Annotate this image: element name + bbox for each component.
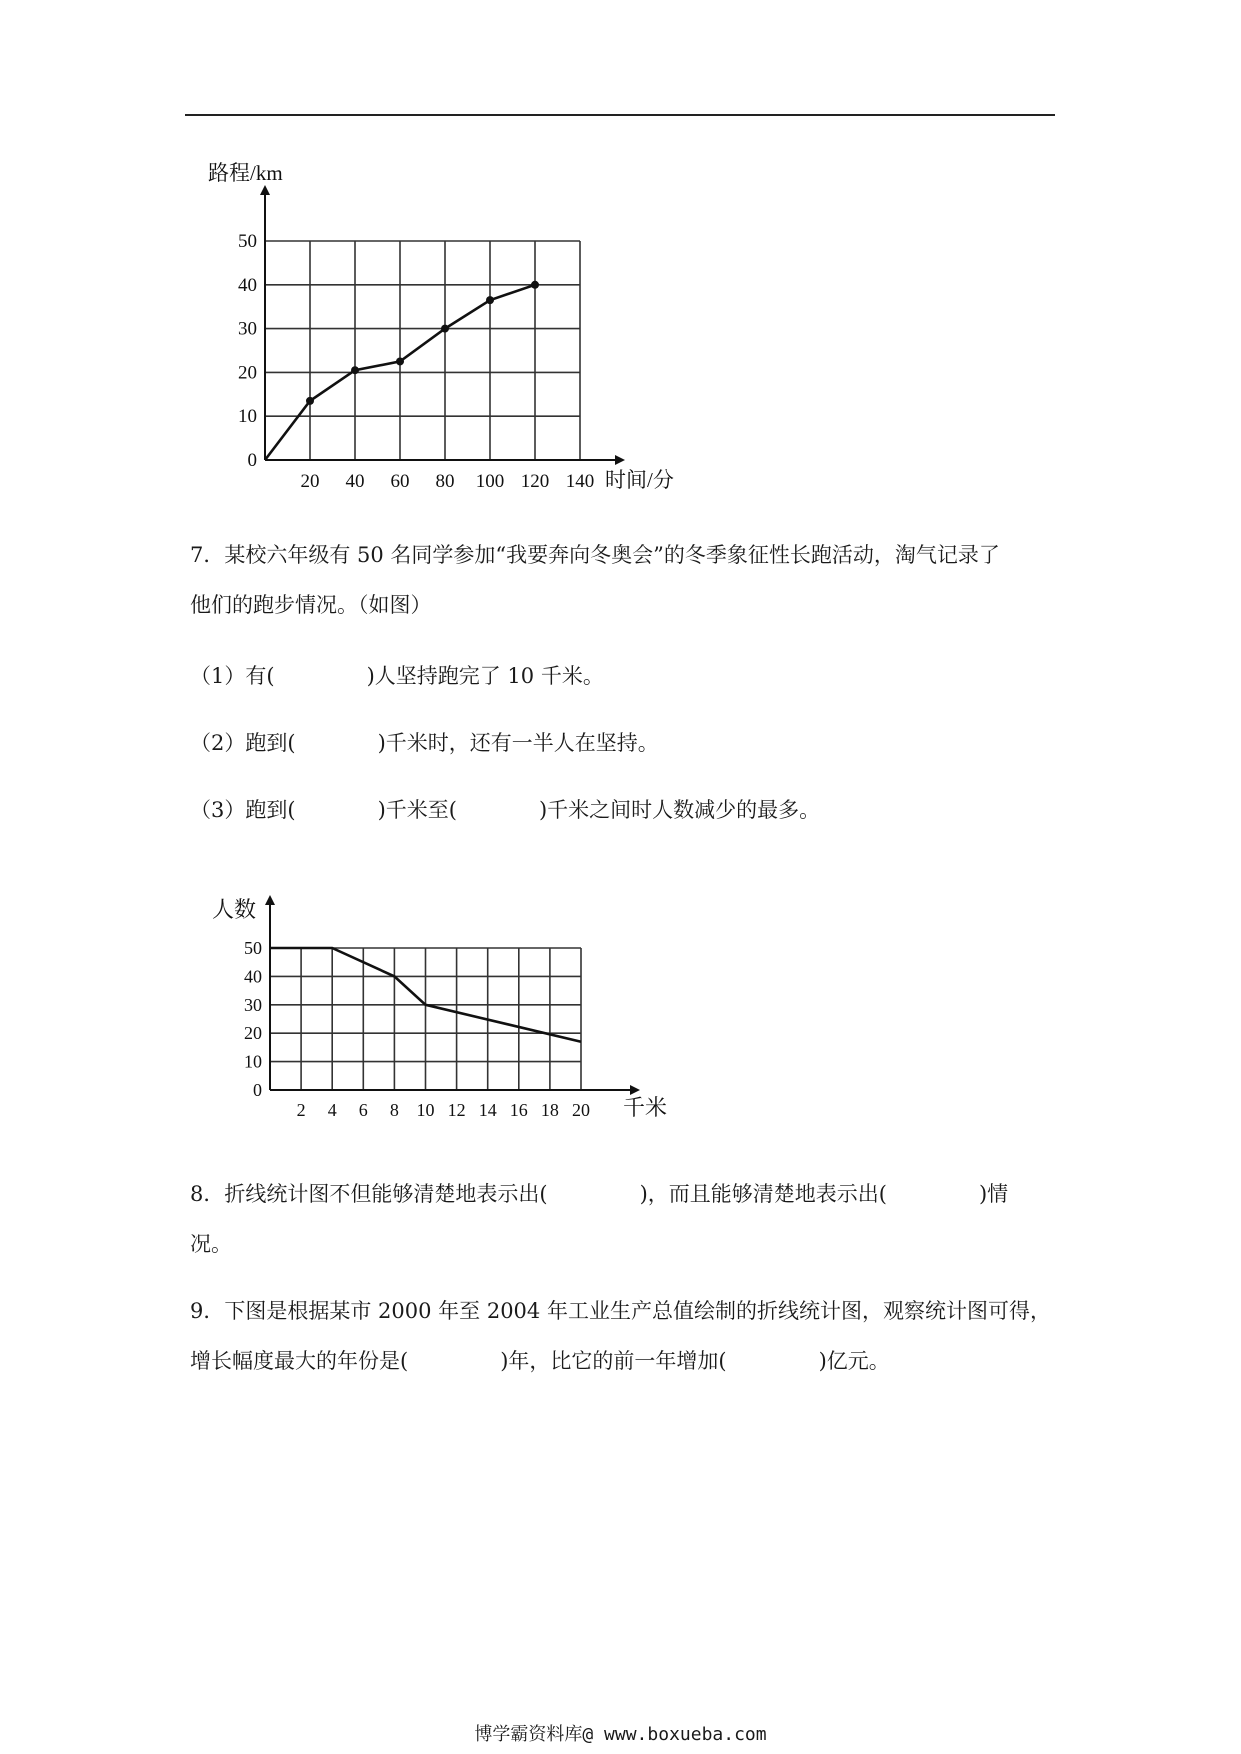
data-point bbox=[531, 281, 539, 289]
y-axis-label: 人数 bbox=[212, 897, 257, 922]
x-axis-arrow bbox=[615, 455, 625, 465]
y-tick-label: 30 bbox=[238, 318, 257, 340]
y-axis-arrow bbox=[265, 895, 275, 905]
q8-line2: 况。 bbox=[190, 1232, 232, 1256]
x-axis-arrow bbox=[630, 1085, 640, 1095]
data-point bbox=[486, 296, 494, 304]
x-tick-label: 20 bbox=[572, 1100, 590, 1120]
q7-sub2 bbox=[190, 727, 659, 757]
x-tick-label: 100 bbox=[475, 471, 505, 492]
people-distance-chart-svg bbox=[0, 875, 720, 1135]
q7-sub2-a: （2）跑到( bbox=[190, 731, 296, 755]
q7-sub3-b: )千米至( bbox=[377, 798, 457, 822]
q8-c: )情 bbox=[978, 1182, 1009, 1206]
x-tick-label: 12 bbox=[447, 1100, 466, 1120]
q9-line1: 9．下图是根据某市 2000 年至 2004 年工业生产总值绘制的折线统计图，观察统计图可得， bbox=[190, 1299, 1051, 1323]
y-tick-label: 40 bbox=[244, 966, 262, 987]
x-tick-label: 18 bbox=[540, 1100, 559, 1120]
x-tick-label: 16 bbox=[509, 1100, 528, 1120]
y-tick-label: 0 bbox=[247, 450, 257, 471]
data-point bbox=[351, 366, 359, 374]
x-tick-label: 40 bbox=[345, 471, 365, 492]
y-tick-label: 10 bbox=[238, 406, 257, 428]
q7-sub3 bbox=[190, 794, 820, 824]
x-tick-label: 8 bbox=[389, 1100, 399, 1120]
x-tick-label: 2 bbox=[296, 1100, 306, 1120]
q9-b: )年，比它的前一年增加( bbox=[500, 1349, 727, 1373]
q9-a: 增长幅度最大的年份是( bbox=[190, 1349, 409, 1373]
data-point bbox=[441, 325, 449, 333]
x-tick-label: 120 bbox=[520, 471, 550, 492]
x-tick-label: 140 bbox=[565, 471, 595, 492]
distance-time-chart-svg bbox=[0, 150, 720, 500]
distance-time-chart bbox=[0, 150, 720, 500]
people-distance-chart bbox=[0, 875, 720, 1135]
y-tick-label: 20 bbox=[238, 362, 257, 384]
data-point bbox=[306, 397, 314, 405]
x-tick-label: 14 bbox=[478, 1100, 497, 1120]
y-tick-label: 40 bbox=[238, 274, 257, 296]
footer-watermark: 博学霸资料库@ www.boxueba.com bbox=[474, 1724, 767, 1745]
x-axis-label: 千米 bbox=[623, 1095, 668, 1120]
data-point bbox=[396, 357, 404, 365]
y-axis-label: 路程/km bbox=[208, 161, 283, 185]
q8-b: )，而且能够清楚地表示出( bbox=[639, 1182, 887, 1206]
y-tick-label: 10 bbox=[244, 1051, 262, 1072]
q7-sub3-a: （3）跑到( bbox=[190, 798, 296, 822]
q9-c: )亿元。 bbox=[818, 1349, 890, 1373]
x-tick-label: 10 bbox=[416, 1100, 435, 1120]
q7-sub3-c: )千米之间时人数减少的最多。 bbox=[538, 798, 821, 822]
x-axis-label: 时间/分 bbox=[605, 468, 674, 492]
y-axis-arrow bbox=[260, 185, 270, 195]
q9-line2 bbox=[190, 1345, 890, 1375]
q7-sub1 bbox=[190, 660, 604, 690]
x-tick-label: 60 bbox=[390, 471, 410, 492]
y-tick-label: 50 bbox=[244, 938, 262, 958]
y-tick-label: 30 bbox=[244, 994, 262, 1015]
q7-sub1-b: )人坚持跑完了 10 千米。 bbox=[366, 664, 604, 688]
x-tick-label: 80 bbox=[435, 471, 455, 492]
q8-a: 8．折线统计图不但能够清楚地表示出( bbox=[190, 1182, 548, 1206]
q7-line2: 他们的跑步情况。（如图） bbox=[190, 593, 432, 617]
x-tick-label: 6 bbox=[358, 1100, 368, 1120]
header-rule bbox=[185, 114, 1055, 116]
y-tick-label: 0 bbox=[253, 1080, 262, 1100]
x-tick-label: 4 bbox=[327, 1100, 337, 1120]
q7-sub2-b: )千米时，还有一半人在坚持。 bbox=[377, 731, 659, 755]
q7-line1: 7．某校六年级有 50 名同学参加“我要奔向冬奥会”的冬季象征性长跑活动，淘气记录了 bbox=[190, 543, 1000, 567]
x-tick-label: 20 bbox=[300, 471, 320, 492]
q8-line1 bbox=[190, 1178, 1008, 1208]
question-7 bbox=[190, 530, 1050, 630]
y-tick-label: 20 bbox=[244, 1023, 262, 1044]
y-tick-label: 50 bbox=[238, 231, 257, 252]
q7-sub1-a: （1）有( bbox=[190, 664, 275, 688]
